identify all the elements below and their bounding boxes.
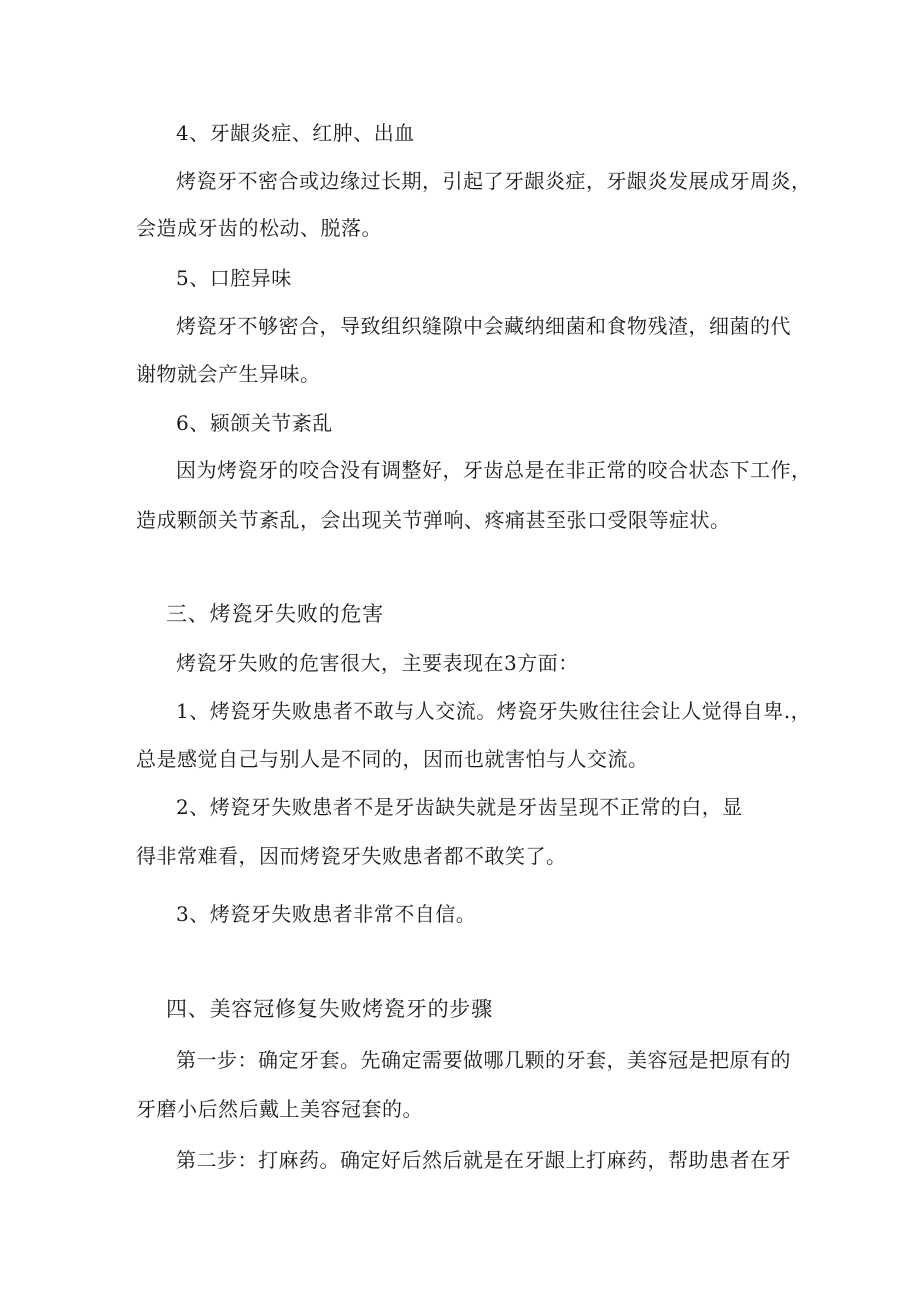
section4-step2-line1: 第二步：打麻药。确定好后然后就是在牙龈上打麻药，帮助患者在牙: [176, 1148, 791, 1172]
section3-point2-line1: 2、烤瓷牙失败患者不是牙齿缺失就是牙齿呈现不正常的白，显: [176, 795, 743, 819]
section4-step1-line1: 第一步：确定牙套。先确定需要做哪几颗的牙套，美容冠是把原有的: [176, 1048, 791, 1072]
section4-heading: 四、美容冠修复失败烤瓷牙的步骤: [166, 997, 493, 1021]
section3-point3: 3、烤瓷牙失败患者非常不自信。: [176, 902, 477, 926]
section3-point1-line2: 总是感觉自己与别人是不同的，因而也就害怕与人交流。: [136, 747, 649, 771]
item4-text-line2: 会造成牙齿的松动、脱落。: [136, 216, 382, 240]
section4-step1-line2: 牙磨小后然后戴上美容冠套的。: [136, 1097, 423, 1121]
section3-intro: 烤瓷牙失败的危害很大，主要表现在3方面：: [176, 651, 579, 675]
item6-text-line2: 造成颗颌关节紊乱，会出现关节弹响、疼痛甚至张口受限等症状。: [136, 508, 731, 532]
item6-title: 6、颍颌关节紊乱: [176, 411, 333, 435]
section3-point2-line2: 得非常难看，因而烤瓷牙失败患者都不敢笑了。: [136, 844, 567, 868]
item4-text-line1: 烤瓷牙不密合或边缘过长期，引起了牙龈炎症，牙龈炎发展成牙周炎，: [176, 169, 812, 193]
item6-text-line1: 因为烤瓷牙的咬合没有调整好，牙齿总是在非正常的咬合状态下工作，: [176, 458, 812, 482]
item5-text-line1: 烤瓷牙不够密合，导致组织缝隙中会藏纳细菌和食物残渣，细菌的代: [176, 314, 791, 338]
item5-title: 5、口腔异味: [176, 266, 292, 290]
section3-point1-line1: 1、烤瓷牙失败患者不敢与人交流。烤瓷牙失败往往会让人觉得自卑.，: [176, 699, 812, 723]
item4-title: 4、牙龈炎症、红肿、出血: [176, 121, 415, 145]
item5-text-line2: 谢物就会产生异味。: [136, 362, 321, 386]
section3-heading: 三、烤瓷牙失败的危害: [166, 602, 384, 626]
